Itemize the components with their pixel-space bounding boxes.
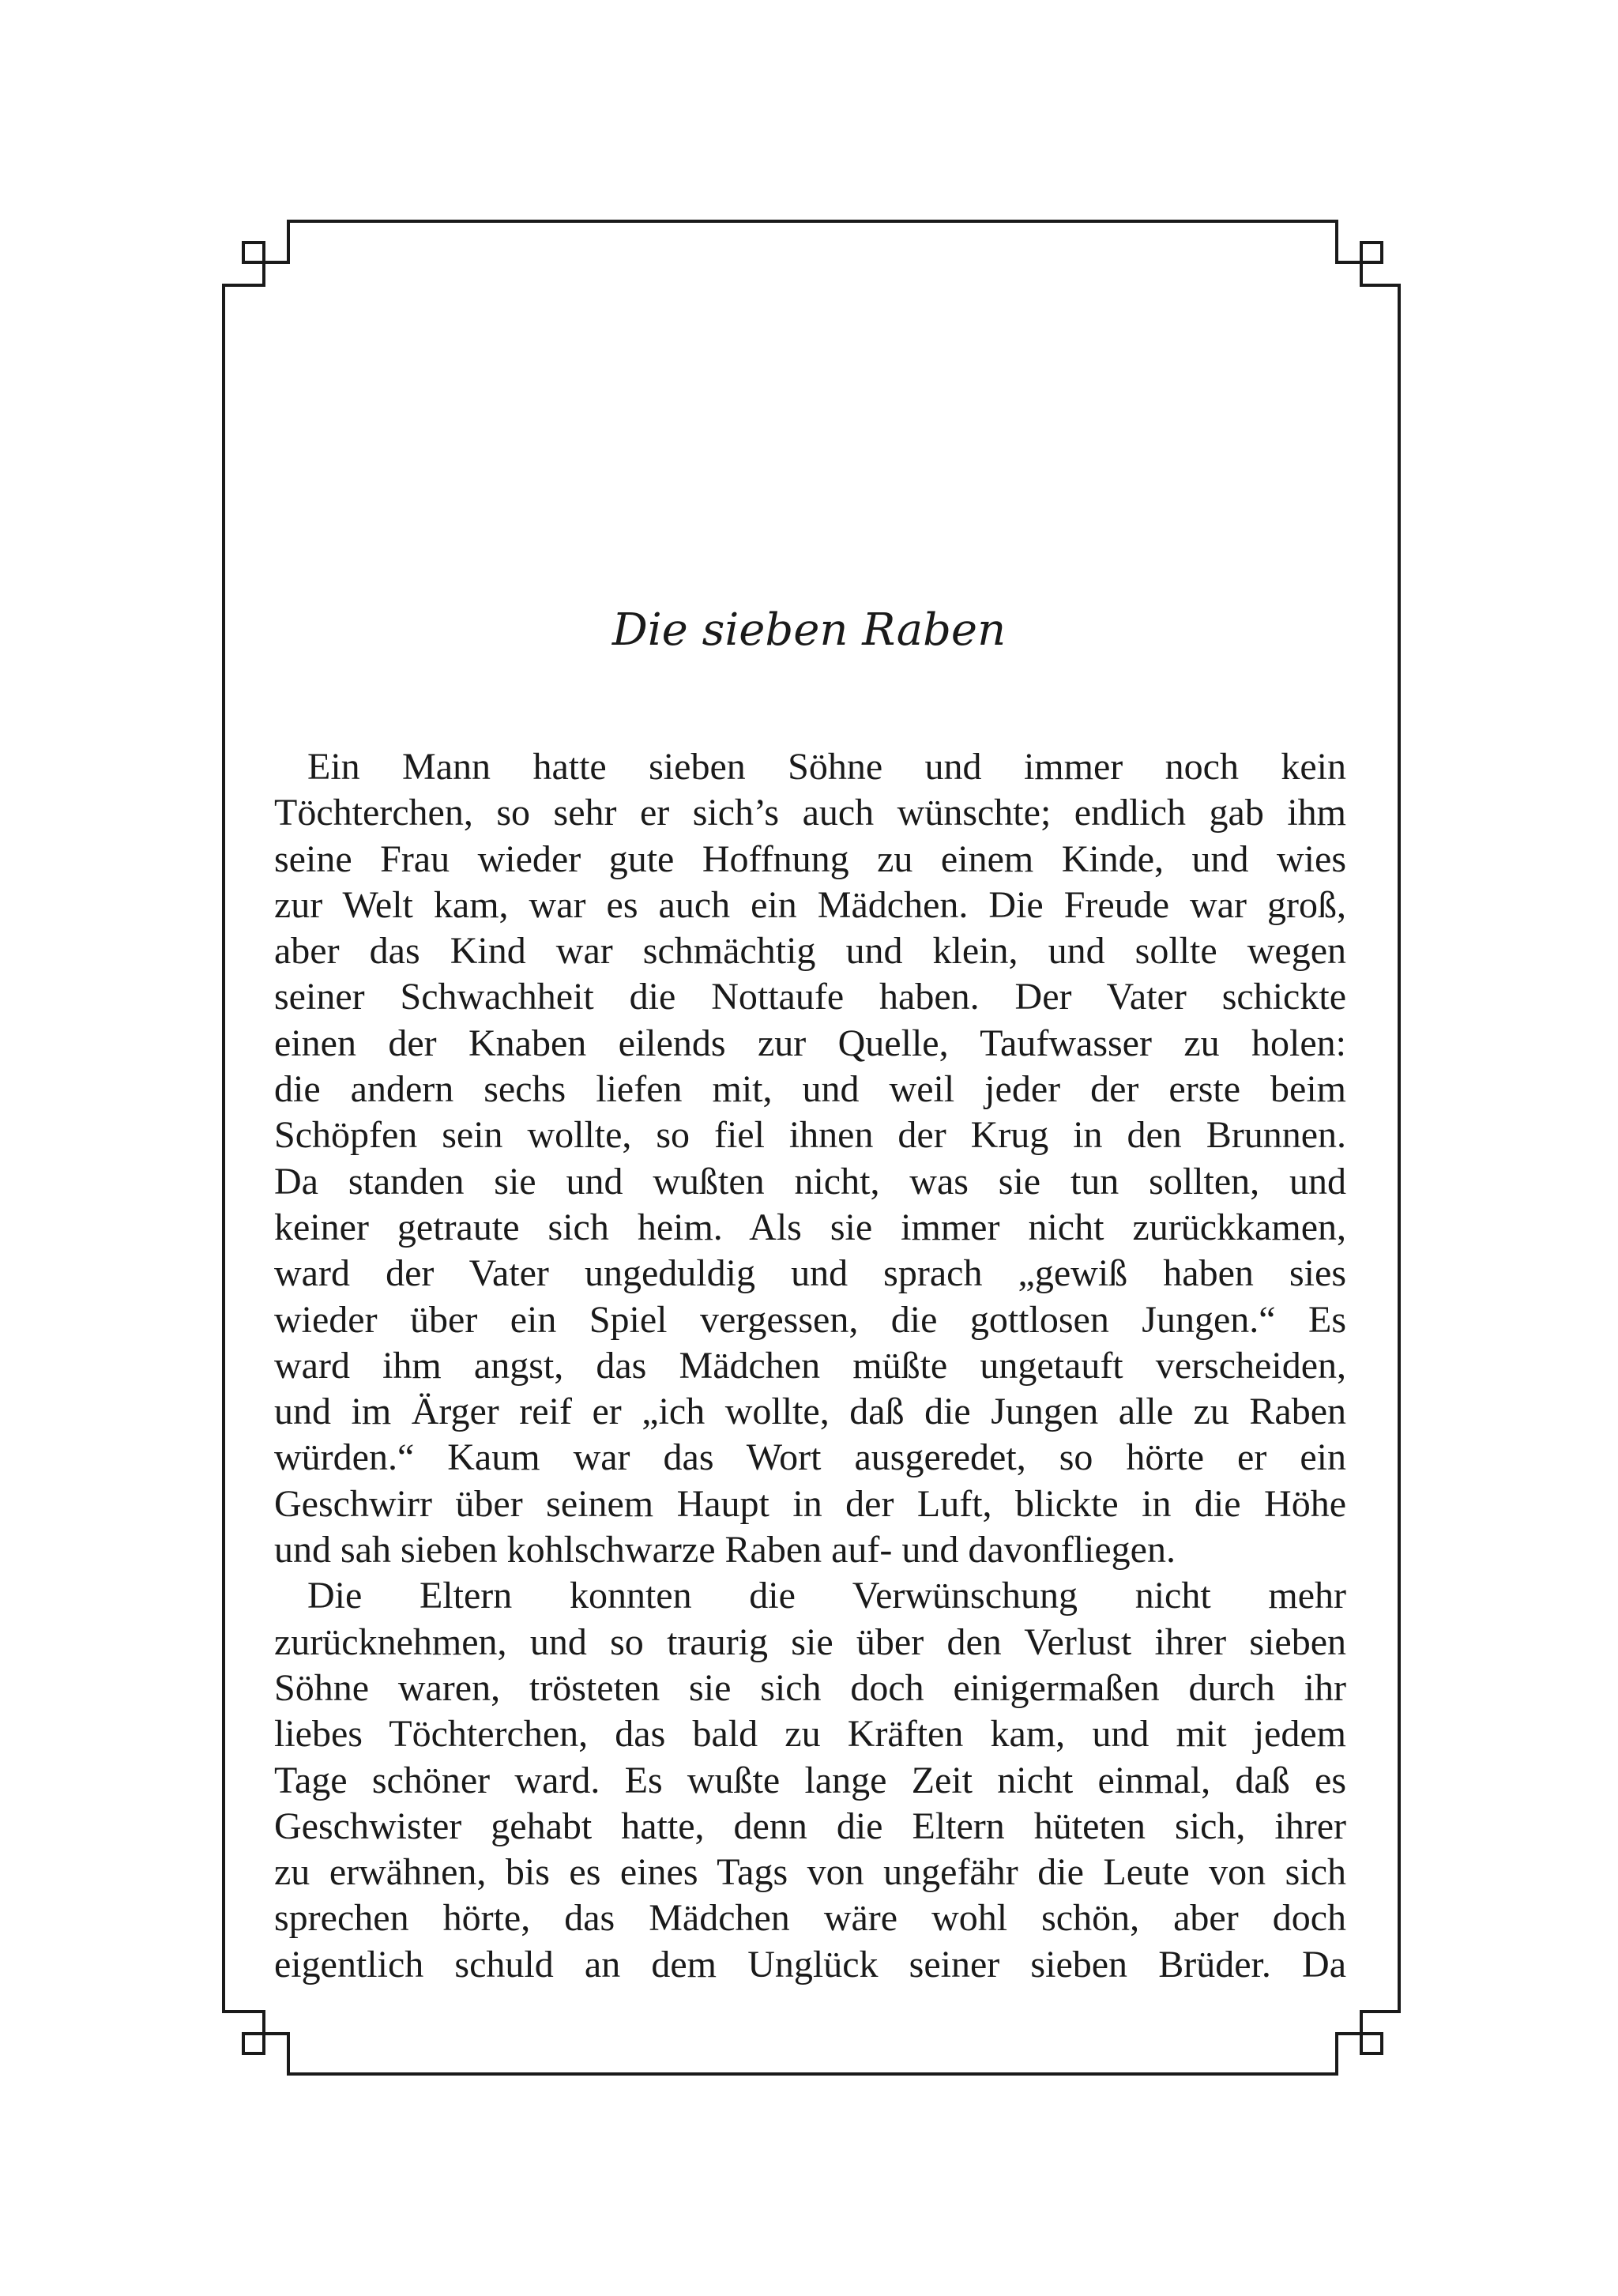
text-line: eigentlich schuld an dem Unglück seiner sieben Brüder. Da [274,1943,1346,1985]
text-line: Tage schöner ward. Es wußte lange Zeit nicht einmal, daß es [274,1759,1346,1801]
text-line: Töchterchen, so sehr er sich’s auch wünschte; endlich gab ihm [274,792,1346,834]
text-line: Da standen sie und wußten nicht, was sie tun sollten, und [274,1160,1346,1203]
corner-ornament-bottom-left [243,2034,264,2053]
text-line: einen der Knaben eilends zur Quelle, Taufwasser zu holen: [274,1022,1346,1064]
text-line: ward ihm angst, das Mädchen müßte ungetauft verscheiden, [274,1344,1346,1387]
text-line: Ein Mann hatte sieben Söhne und immer noch kein [307,746,1346,788]
text-line: und im Ärger reif er „ich wollte, daß die Jungen alle zu Raben [274,1391,1346,1433]
page-title: Die sieben Raben [611,604,1007,656]
text-line: keiner getraute sich heim. Als sie immer nicht zurückkamen, [274,1206,1346,1248]
text-line: zu erwähnen, bis es eines Tags von ungefähr die Leute von sich [274,1851,1346,1894]
corner-ornament-top-left [243,243,264,262]
corner-ornament-top-right [1361,243,1382,262]
text-line: sprechen hörte, das Mädchen wäre wohl schön, aber doch [274,1897,1346,1940]
text-line: liebes Töchterchen, das bald zu Kräften kam, und mit jedem [274,1713,1346,1756]
text-line: Geschwirr über seinem Haupt in der Luft, blickte in die Höhe [274,1482,1346,1525]
text-line: und sah sieben kohlschwarze Raben auf- und davonfliegen. [274,1529,1176,1571]
text-line: wieder über ein Spiel vergessen, die gottlosen Jungen.“ Es [274,1298,1346,1341]
text-line: aber das Kind war schmächtig und klein, und sollte wegen [274,930,1346,973]
text-line: seine Frau wieder gute Hoffnung zu einem Kinde, und wies [274,837,1346,880]
text-line: seiner Schwachheit die Nottaufe haben. Der Vater schickte [274,976,1346,1018]
text-line: die andern sechs liefen mit, und weil jeder der erste beim [274,1068,1346,1111]
text-line: Schöpfen sein wollte, so fiel ihnen der Krug in den Brunnen. [274,1114,1346,1157]
text-line: ward der Vater ungeduldig und sprach „gewiß haben sies [274,1252,1346,1295]
text-line: zurücknehmen, und so traurig sie über den Verlust ihrer sieben [274,1620,1346,1663]
text-line: Söhne waren, trösteten sie sich doch einigermaßen durch ihr [274,1666,1346,1709]
text-line: Die Eltern konnten die Verwünschung nicht mehr [307,1575,1346,1617]
body-text [274,744,1346,1988]
text-line: Geschwister gehabt hatte, denn die Eltern hüteten sich, ihrer [274,1805,1346,1847]
text-line: würden.“ Kaum war das Wort ausgeredet, so hörte er ein [274,1436,1346,1479]
text-line: zur Welt kam, war es auch ein Mädchen. Die Freude war groß, [274,883,1346,926]
corner-ornament-bottom-right [1361,2034,1382,2053]
